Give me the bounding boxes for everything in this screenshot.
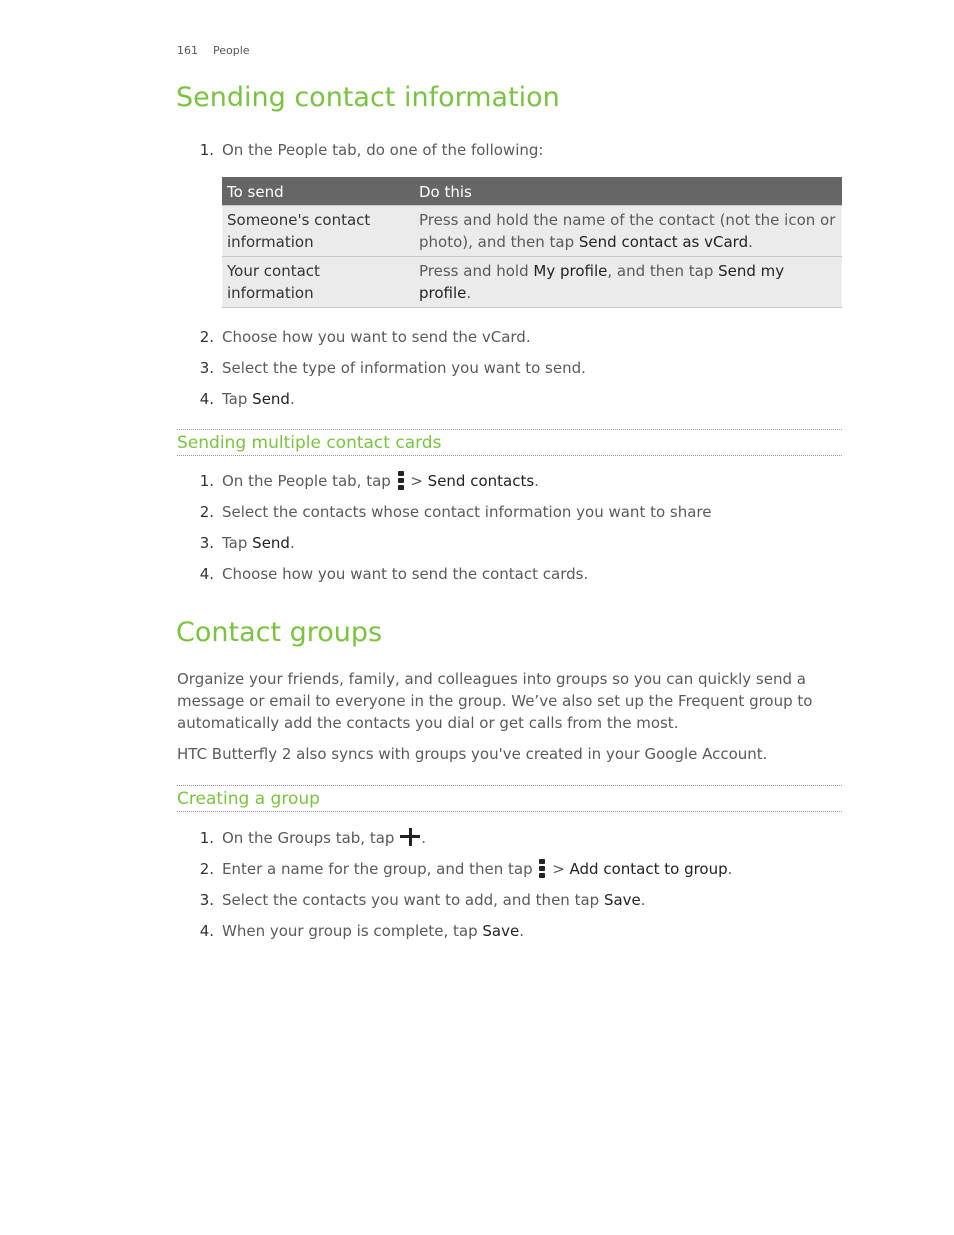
step-item <box>177 358 842 389</box>
cell-text: , and then tap <box>607 262 719 280</box>
step-item <box>177 140 842 171</box>
step-text: Tap <box>222 390 253 408</box>
step-item <box>177 828 842 859</box>
step-item <box>177 533 842 564</box>
step-text: . <box>534 472 539 490</box>
step-number: 3. <box>199 534 214 552</box>
step-number: 1. <box>199 829 214 847</box>
step-number: 2. <box>199 860 214 878</box>
table-header-cell: To send <box>222 177 414 206</box>
cell-text: Press and hold <box>419 262 534 280</box>
step-item <box>177 564 842 595</box>
cell-text: . <box>466 284 472 302</box>
table-cell: Your contact information <box>222 257 414 308</box>
step-text: > <box>547 860 570 878</box>
step-text: . <box>519 922 524 940</box>
page-number: 161 <box>177 44 198 57</box>
table-row <box>222 257 842 308</box>
heading-sending-contact-information: Sending contact information <box>176 82 560 113</box>
cell-text: . <box>748 233 753 251</box>
step-text: On the People tab, do one of the following: <box>222 141 544 159</box>
table-cell <box>414 206 842 257</box>
step-item <box>177 502 842 533</box>
step-number: 2. <box>199 503 214 521</box>
step-item <box>177 327 842 358</box>
ui-term: Send <box>252 534 290 552</box>
step-text: > <box>405 472 428 490</box>
step-number: 4. <box>199 390 214 408</box>
steps-sending-contact-info-1 <box>177 140 842 171</box>
heading-contact-groups: Contact groups <box>176 617 383 648</box>
step-number: 4. <box>199 565 214 583</box>
step-text: Enter a name for the group, and then tap <box>222 860 538 878</box>
step-text: Tap <box>222 534 253 552</box>
step-text: Select the contacts whose contact information you want to share <box>222 503 712 521</box>
step-item <box>177 921 842 952</box>
table-cell: Someone's contact information <box>222 206 414 257</box>
plus-icon <box>400 828 420 846</box>
step-text: Choose how you want to send the contact cards. <box>222 565 589 583</box>
ui-term: Send my profile <box>419 262 785 302</box>
step-text: . <box>289 534 295 552</box>
table-cell <box>414 257 842 308</box>
step-text: . <box>727 860 733 878</box>
more-vertical-icon <box>539 859 545 878</box>
table-row <box>222 206 842 257</box>
more-vertical-icon <box>398 471 404 490</box>
ui-term: Send contact as vCard <box>578 233 749 251</box>
step-text: Choose how you want to send the vCard. <box>222 328 531 346</box>
table-header-row <box>222 177 842 206</box>
steps-sending-multiple <box>177 471 842 595</box>
heading-creating-a-group: Creating a group <box>177 785 842 812</box>
ui-term: Save <box>482 922 520 940</box>
step-number: 3. <box>199 359 214 377</box>
section-name: People <box>213 44 250 57</box>
send-options-table <box>222 177 842 308</box>
ui-term: Save <box>603 891 641 909</box>
step-item <box>177 471 842 502</box>
ui-term: My profile <box>533 262 608 280</box>
cell-text: Press and hold the name of the contact (not the icon or photo), and then tap <box>419 211 836 251</box>
step-item <box>177 389 842 420</box>
step-text: Select the contacts you want to add, and then tap <box>222 891 604 909</box>
ui-term: Send contacts <box>427 472 535 490</box>
heading-sending-multiple-contact-cards: Sending multiple contact cards <box>177 429 842 456</box>
contact-groups-paragraph: Organize your friends, family, and colleagues into groups so you can quickly send a message or email to everyone in the group. We’ve also set up the Frequent group to automatically add the contacts you dial or get calls from the most. <box>177 670 813 732</box>
page-header <box>177 44 265 57</box>
step-text: . <box>289 390 295 408</box>
step-text: . <box>421 829 426 847</box>
step-text: When your group is complete, tap <box>222 922 483 940</box>
step-item <box>177 890 842 921</box>
contact-groups-sync-paragraph: HTC Butterfly 2 also syncs with groups you've created in your Google Account. <box>177 745 768 763</box>
step-text: . <box>640 891 646 909</box>
ui-term: Add contact to group <box>569 860 728 878</box>
table-header-cell: Do this <box>414 177 842 206</box>
step-text: On the Groups tab, tap <box>222 829 400 847</box>
step-number: 4. <box>199 922 214 940</box>
step-text: Select the type of information you want to send. <box>222 359 586 377</box>
ui-term: Send <box>252 390 290 408</box>
step-number: 1. <box>199 141 214 159</box>
step-text: On the People tab, tap <box>222 472 396 490</box>
step-number: 3. <box>199 891 214 909</box>
steps-sending-contact-info-2 <box>177 327 842 420</box>
steps-creating-group <box>177 828 842 952</box>
step-number: 1. <box>199 472 214 490</box>
step-item <box>177 859 842 890</box>
step-number: 2. <box>199 328 214 346</box>
